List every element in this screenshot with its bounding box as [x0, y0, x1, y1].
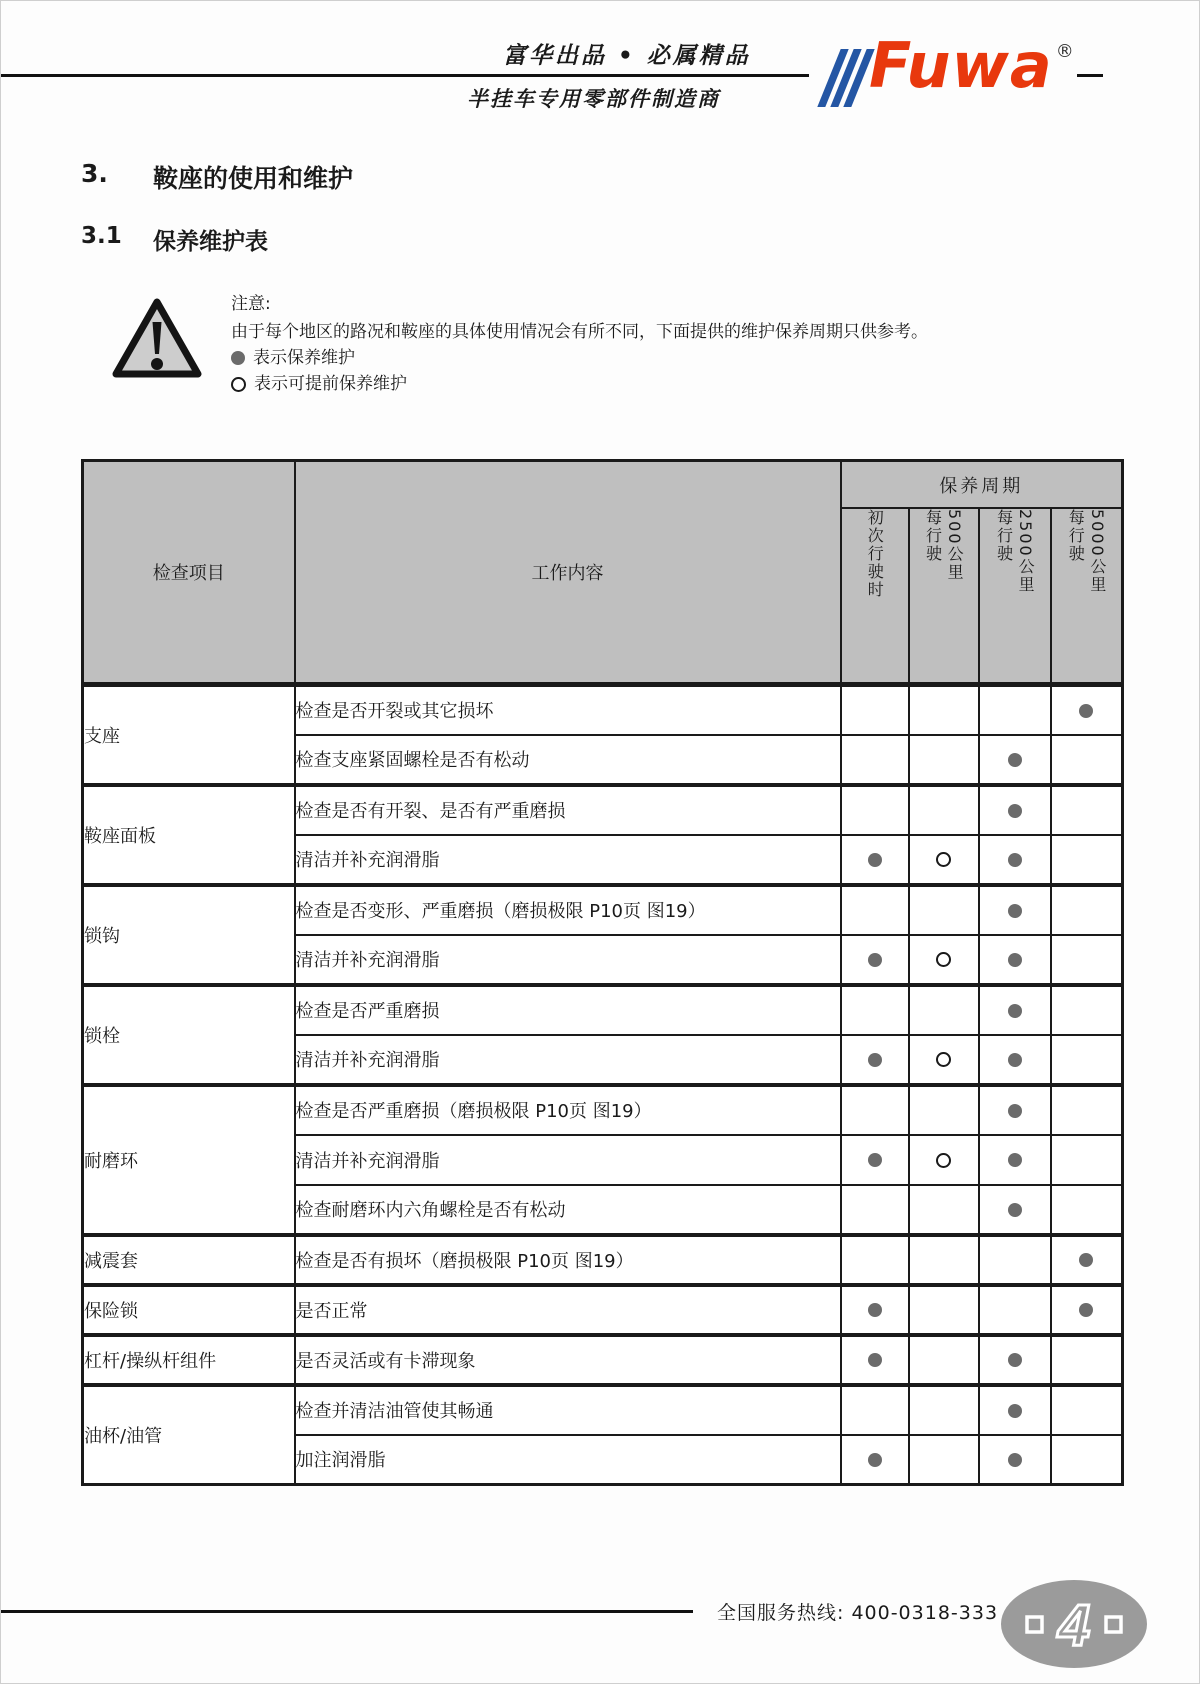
notice-body: 由于每个地区的路况和鞍座的具体使用情况会有所不同，下面提供的维护保养周期只供参考。: [231, 322, 928, 342]
filled-dot-icon: [868, 1453, 882, 1467]
mark-cell: [1051, 1435, 1123, 1485]
filled-dot-icon: [868, 1353, 882, 1367]
filled-dot-icon: [1008, 953, 1022, 967]
mark-cell: [909, 1035, 979, 1085]
mark-cell: [979, 1435, 1051, 1485]
work-cell: 清洁并补充润滑脂: [295, 1035, 841, 1085]
mark-cell: [909, 985, 979, 1035]
column-header-period-group: 保养周期: [841, 461, 1123, 509]
mark-cell: [909, 1385, 979, 1435]
filled-dot-icon: [1008, 1203, 1022, 1217]
period-column-header: [841, 508, 909, 685]
mark-cell: [841, 885, 909, 935]
filled-dot-icon: [1079, 1303, 1093, 1317]
filled-dot-icon: [1008, 1004, 1022, 1018]
registered-trademark-icon: ®: [1055, 41, 1074, 62]
legend-label: 表示可提前保养维护: [254, 374, 407, 394]
logo-stripes-icon: [829, 49, 863, 107]
filled-dot-icon: [1008, 1053, 1022, 1067]
filled-dot-icon: [1008, 1104, 1022, 1118]
open-circle-icon: [936, 852, 951, 867]
mark-cell: [1051, 835, 1123, 885]
filled-dot-icon: [1008, 1404, 1022, 1418]
mark-cell: [841, 1335, 909, 1385]
item-cell: 支座: [83, 685, 295, 785]
table-row: [83, 1385, 1123, 1435]
period-column-header: [1051, 508, 1123, 685]
mark-cell: [979, 735, 1051, 785]
mark-cell: [909, 685, 979, 735]
table-header-row: [83, 461, 1123, 509]
table-row: [83, 1285, 1123, 1335]
legend-label: 表示保养维护: [253, 348, 355, 368]
mark-cell: [909, 1235, 979, 1285]
mark-cell: [909, 735, 979, 785]
mark-cell: [841, 785, 909, 835]
mark-cell: [1051, 785, 1123, 835]
mark-cell: [841, 685, 909, 735]
section-title: 鞍座的使用和维护: [153, 164, 354, 193]
page-number: 4: [1057, 1593, 1091, 1658]
filled-dot-icon: [868, 1303, 882, 1317]
work-cell: 检查是否有损坏（磨损极限 P10页 图19）: [295, 1235, 841, 1285]
mark-cell: [1051, 1235, 1123, 1285]
open-circle-icon: [936, 952, 951, 967]
filled-dot-icon: [1008, 853, 1022, 867]
mark-cell: [841, 1235, 909, 1285]
mark-cell: [909, 785, 979, 835]
filled-dot-icon: [868, 1153, 882, 1167]
notice-title: 注意:: [231, 294, 271, 314]
item-cell: 减震套: [83, 1235, 295, 1285]
period-column-header: [909, 508, 979, 685]
period-column-header: [979, 508, 1051, 685]
table-row: [83, 785, 1123, 835]
subsection-title: 保养维护表: [153, 229, 268, 255]
footer-rule: [1, 1610, 693, 1613]
filled-dot-icon: [1008, 753, 1022, 767]
table-row: [83, 985, 1123, 1035]
mark-cell: [979, 985, 1051, 1035]
mark-cell: [841, 735, 909, 785]
period-column-label: 初次行驶时: [865, 509, 885, 599]
mark-cell: [841, 1185, 909, 1235]
page-number-badge: [999, 1578, 1149, 1674]
mark-cell: [1051, 985, 1123, 1035]
mark-cell: [979, 885, 1051, 935]
header-rule-left: [1, 74, 809, 77]
filled-dot-icon: [868, 1053, 882, 1067]
mark-cell: [909, 835, 979, 885]
filled-dot-icon: [1079, 1253, 1093, 1267]
mark-cell: [909, 1285, 979, 1335]
mark-cell: [909, 1135, 979, 1185]
mark-cell: [1051, 735, 1123, 785]
filled-dot-icon: [1008, 804, 1022, 818]
item-cell: 锁栓: [83, 985, 295, 1085]
maintenance-table: [81, 459, 1124, 1486]
mark-cell: [979, 1035, 1051, 1085]
work-cell: 检查支座紧固螺栓是否有松动: [295, 735, 841, 785]
filled-dot-icon: [868, 853, 882, 867]
service-hotline: 全国服务热线: 400-0318-333: [717, 1602, 999, 1624]
work-cell: 清洁并补充润滑脂: [295, 1135, 841, 1185]
mark-cell: [1051, 1385, 1123, 1435]
mark-cell: [909, 1185, 979, 1235]
mark-cell: [1051, 1285, 1123, 1335]
item-cell: 保险锁: [83, 1285, 295, 1335]
work-cell: 检查是否严重磨损: [295, 985, 841, 1035]
open-circle-icon: [231, 377, 246, 392]
mark-cell: [1051, 685, 1123, 735]
work-cell: 检查是否严重磨损（磨损极限 P10页 图19）: [295, 1085, 841, 1135]
work-cell: 清洁并补充润滑脂: [295, 835, 841, 885]
item-cell: 鞍座面板: [83, 785, 295, 885]
work-cell: 是否正常: [295, 1285, 841, 1335]
work-cell: 加注润滑脂: [295, 1435, 841, 1485]
mark-cell: [841, 835, 909, 885]
filled-dot-icon: [1008, 1453, 1022, 1467]
work-cell: 检查耐磨环内六角螺栓是否有松动: [295, 1185, 841, 1235]
filled-dot-icon: [868, 953, 882, 967]
mark-cell: [979, 1135, 1051, 1185]
mark-cell: [841, 935, 909, 985]
mark-cell: [841, 1035, 909, 1085]
mark-cell: [979, 1085, 1051, 1135]
period-column-label: 每行驶 2500公里: [994, 509, 1036, 594]
mark-cell: [841, 1285, 909, 1335]
mark-cell: [979, 685, 1051, 735]
item-cell: 锁钩: [83, 885, 295, 985]
mark-cell: [979, 935, 1051, 985]
mark-cell: [841, 1385, 909, 1435]
item-cell: 油杯/油管: [83, 1385, 295, 1485]
work-cell: 是否灵活或有卡滞现象: [295, 1335, 841, 1385]
mark-cell: [1051, 1085, 1123, 1135]
work-cell: 检查是否变形、严重磨损（磨损极限 P10页 图19）: [295, 885, 841, 935]
work-cell: 检查并清洁油管使其畅通: [295, 1385, 841, 1435]
table-row: [83, 685, 1123, 735]
mark-cell: [841, 985, 909, 1035]
mark-cell: [979, 835, 1051, 885]
mark-cell: [841, 1085, 909, 1135]
mark-cell: [1051, 1185, 1123, 1235]
maintenance-table-body: [83, 685, 1123, 1485]
mark-cell: [841, 1435, 909, 1485]
filled-dot-icon: [231, 351, 245, 365]
section-number: 3.: [81, 159, 108, 188]
filled-dot-icon: [1008, 904, 1022, 918]
warning-triangle-icon: [111, 295, 203, 387]
filled-dot-icon: [1079, 704, 1093, 718]
table-row: [83, 1235, 1123, 1285]
mark-cell: [1051, 1035, 1123, 1085]
mark-cell: [979, 1335, 1051, 1385]
brand-subtitle: 半挂车专用零部件制造商: [467, 87, 720, 111]
mark-cell: [1051, 935, 1123, 985]
fuwa-logo: [829, 29, 1074, 107]
period-column-label: 每行驶 500公里: [923, 509, 965, 582]
mark-cell: [979, 1235, 1051, 1285]
mark-cell: [979, 1185, 1051, 1235]
column-header-item: 检查项目: [83, 461, 295, 685]
work-cell: 检查是否开裂或其它损坏: [295, 685, 841, 735]
mark-cell: [909, 1435, 979, 1485]
brand-slogan: 富华出品 • 必属精品: [503, 43, 751, 69]
period-column-label: 每行驶 5000公里: [1066, 509, 1107, 594]
subsection-number: 3.1: [81, 223, 122, 249]
mark-cell: [841, 1135, 909, 1185]
section-heading: [81, 159, 353, 195]
column-header-work: 工作内容: [295, 461, 841, 685]
item-cell: 耐磨环: [83, 1085, 295, 1235]
mark-cell: [909, 885, 979, 935]
mark-cell: [1051, 1135, 1123, 1185]
mark-cell: [979, 1285, 1051, 1335]
mark-cell: [1051, 885, 1123, 935]
legend-item: [231, 345, 928, 371]
mark-cell: [909, 1335, 979, 1385]
table-row: [83, 1085, 1123, 1135]
notice-block: [231, 291, 928, 397]
mark-cell: [979, 1385, 1051, 1435]
item-cell: 杠杆/操纵杆组件: [83, 1335, 295, 1385]
legend-item: [231, 371, 928, 397]
logo-wordmark: Fuwa: [869, 29, 1053, 102]
mark-cell: [979, 785, 1051, 835]
header-rule-right: [1077, 74, 1103, 77]
work-cell: 清洁并补充润滑脂: [295, 935, 841, 985]
work-cell: 检查是否有开裂、是否有严重磨损: [295, 785, 841, 835]
mark-cell: [1051, 1335, 1123, 1385]
filled-dot-icon: [1008, 1353, 1022, 1367]
open-circle-icon: [936, 1052, 951, 1067]
open-circle-icon: [936, 1153, 951, 1168]
mark-cell: [909, 1085, 979, 1135]
mark-cell: [909, 935, 979, 985]
filled-dot-icon: [1008, 1153, 1022, 1167]
table-row: [83, 1335, 1123, 1385]
table-row: [83, 885, 1123, 935]
subsection-heading: [81, 223, 268, 256]
